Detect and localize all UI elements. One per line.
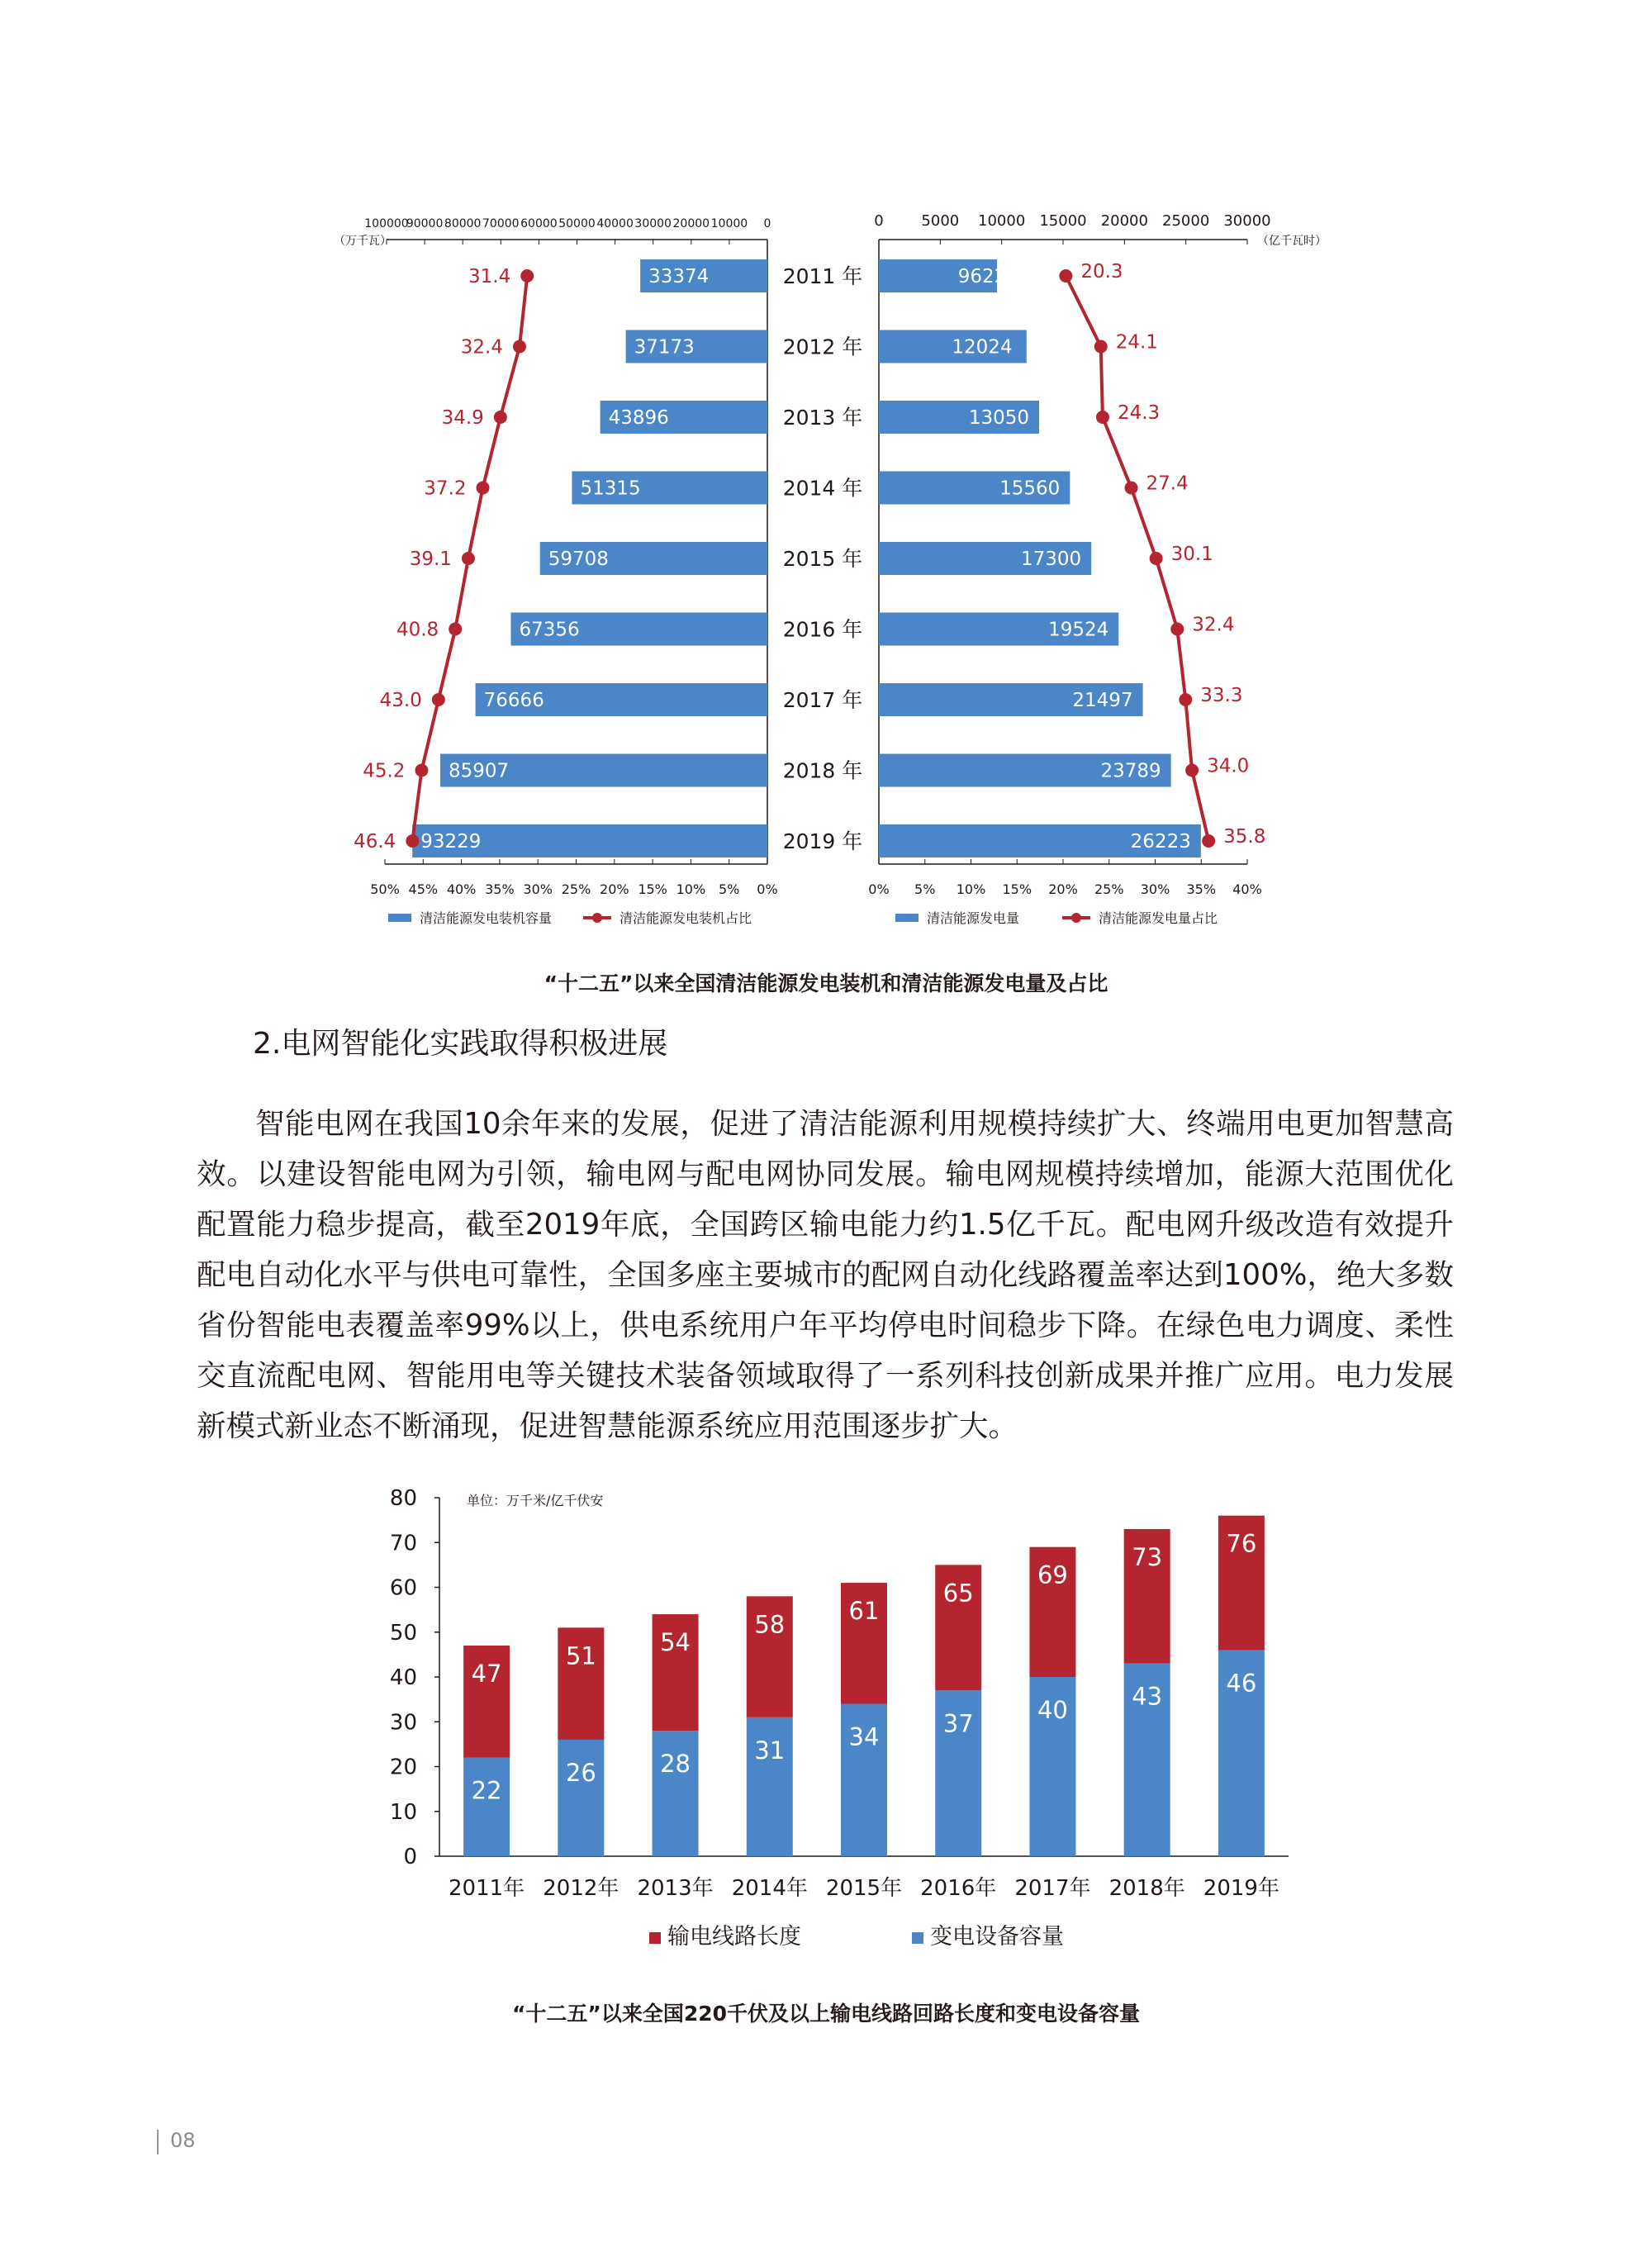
substation-capacity-label: 46 — [1226, 1669, 1257, 1698]
clean-energy-dual-chart — [0, 0, 1652, 950]
line-length-label: 73 — [1132, 1542, 1163, 1571]
unit-label: 单位：万千米/亿千伏安 — [467, 1493, 604, 1508]
right-top-tick-label: 5000 — [921, 212, 960, 230]
generation-share-point — [1202, 834, 1215, 848]
y-tick-label: 10 — [389, 1799, 417, 1825]
x-tick-label: 2017年 — [1014, 1876, 1091, 1901]
x-tick-label: 2011年 — [449, 1876, 525, 1901]
generation-share-point — [1059, 269, 1072, 283]
generation-share-label: 20.3 — [1080, 261, 1123, 283]
right-bottom-tick-label: 35% — [1186, 881, 1217, 897]
chart2-caption: “十二五”以来全国220千伏及以上输电线路回路长度和变电设备容量 — [511, 2002, 1141, 2026]
substation-capacity-label: 37 — [942, 1709, 974, 1738]
x-tick-label: 2012年 — [543, 1876, 620, 1901]
capacity-share-point — [462, 552, 475, 565]
generation-bar-label: 23789 — [1100, 760, 1161, 782]
line-length-label: 47 — [471, 1660, 502, 1689]
substation-capacity-bar — [558, 1740, 604, 1856]
generation-bar-label: 21497 — [1072, 690, 1133, 711]
generation-share-point — [1096, 411, 1109, 424]
capacity-share-label: 39.1 — [409, 549, 452, 570]
substation-capacity-label: 43 — [1132, 1682, 1163, 1711]
line-length-label: 51 — [565, 1641, 596, 1670]
line-length-label: 69 — [1037, 1560, 1068, 1589]
y-tick-label: 70 — [389, 1531, 417, 1556]
year-label: 2017 年 — [782, 688, 863, 712]
left-bottom-tick-label: 15% — [638, 881, 667, 897]
y-tick-label: 40 — [389, 1665, 417, 1690]
x-tick-label: 2013年 — [637, 1876, 714, 1901]
right-bottom-tick-label: 5% — [914, 881, 936, 897]
footer-divider — [157, 2130, 159, 2154]
generation-share-label: 24.3 — [1117, 402, 1161, 424]
substation-capacity-label: 34 — [848, 1722, 880, 1751]
capacity-share-label: 46.4 — [354, 831, 396, 853]
capacity-bar-label: 43896 — [608, 407, 669, 429]
legend-capacity-share-marker — [592, 913, 602, 923]
year-label: 2013 年 — [782, 406, 863, 430]
capacity-bar-label: 85907 — [448, 760, 510, 782]
left-top-tick-label: 90000 — [406, 217, 444, 230]
capacity-share-point — [477, 482, 490, 495]
line-length-label: 58 — [754, 1610, 786, 1639]
year-label: 2016 年 — [782, 617, 863, 642]
capacity-share-point — [494, 411, 507, 424]
generation-share-label: 35.8 — [1223, 826, 1266, 848]
left-top-tick-label: 0 — [763, 217, 771, 230]
generation-bar-label: 26223 — [1130, 831, 1191, 853]
generation-share-point — [1179, 693, 1192, 706]
left-unit-label: （万千瓦） — [334, 235, 392, 248]
x-tick-label: 2018年 — [1108, 1876, 1185, 1901]
capacity-share-point — [432, 693, 445, 706]
capacity-share-label: 43.0 — [379, 690, 422, 711]
right-top-tick-label: 25000 — [1162, 212, 1210, 230]
line-length-label: 65 — [942, 1579, 974, 1608]
x-tick-label: 2019年 — [1203, 1876, 1279, 1901]
right-top-tick-label: 0 — [874, 212, 884, 230]
right-bottom-tick-label: 15% — [1002, 881, 1032, 897]
generation-bar-label: 19524 — [1048, 619, 1109, 641]
right-bottom-tick-label: 20% — [1048, 881, 1078, 897]
capacity-share-point — [415, 764, 428, 777]
generation-share-point — [1150, 552, 1163, 565]
capacity-bar-label: 37173 — [634, 336, 695, 359]
line-length-label: 54 — [660, 1628, 691, 1657]
right-bottom-tick-label: 40% — [1232, 881, 1262, 897]
generation-share-label: 34.0 — [1207, 755, 1250, 777]
right-top-tick-label: 10000 — [978, 212, 1026, 230]
line-length-label: 61 — [848, 1597, 880, 1626]
capacity-bar-label: 76666 — [483, 690, 544, 711]
legend-generation-share-label: 清洁能源发电量占比 — [1099, 910, 1218, 926]
left-bottom-tick-label: 45% — [408, 881, 439, 897]
left-top-tick-label: 80000 — [444, 217, 482, 230]
generation-bar-label: 12024 — [952, 336, 1013, 359]
left-bottom-tick-label: 10% — [676, 881, 706, 897]
left-bottom-tick-label: 35% — [485, 881, 515, 897]
generation-share-label: 33.3 — [1200, 685, 1243, 706]
capacity-bar-label: 51315 — [580, 477, 641, 500]
left-top-tick-label: 40000 — [596, 217, 634, 230]
y-tick-label: 80 — [389, 1486, 417, 1511]
y-tick-label: 50 — [389, 1620, 417, 1646]
transmission-stacked-chart — [0, 1470, 1652, 1983]
left-bottom-tick-label: 0% — [757, 881, 778, 897]
left-bottom-tick-label: 25% — [561, 881, 591, 897]
y-tick-label: 30 — [389, 1710, 417, 1736]
generation-bar-label: 13050 — [968, 407, 1030, 429]
right-top-tick-label: 30000 — [1223, 212, 1271, 230]
generation-panel — [868, 212, 1327, 926]
capacity-share-point — [520, 269, 534, 283]
generation-share-label: 27.4 — [1146, 473, 1189, 495]
capacity-share-label: 31.4 — [468, 266, 511, 287]
left-top-tick-label: 60000 — [520, 217, 558, 230]
generation-share-label: 24.1 — [1115, 331, 1158, 354]
left-bottom-tick-label: 5% — [719, 881, 740, 897]
year-label: 2014 年 — [782, 476, 863, 501]
year-label: 2012 年 — [782, 335, 863, 359]
generation-share-point — [1170, 623, 1184, 636]
substation-capacity-label: 22 — [471, 1776, 502, 1805]
year-label: 2011 年 — [782, 264, 863, 288]
page-number: 08 — [170, 2129, 196, 2152]
capacity-bar-label: 93229 — [420, 831, 482, 853]
left-bottom-tick-label: 30% — [523, 881, 553, 897]
generation-share-point — [1125, 482, 1138, 495]
right-unit-label: （亿千瓦时） — [1257, 235, 1327, 248]
year-label: 2019 年 — [782, 829, 863, 853]
legend-substation-swatch — [912, 1932, 923, 1944]
year-label: 2018 年 — [782, 758, 863, 783]
body-paragraph: 智能电网在我国10余年来的发展，促进了清洁能源利用规模持续扩大、终端用电更加智慧高效。以建设智能电网为引领，输电网与配电网协同发展。输电网规模持续增加，能源大范围优化配置能力稳步提高，截至2019年底，全国跨区输电能力约1.5亿千瓦。配电网升级改造有效提升配电自动化水平与供电可靠性，全国多座主要城市的配网自动化线路覆盖率达到100%，绝大多数省份智能电表覆盖率99%以上，供电系统用户年平均停电时间稳步下降。在绿色电力调度、柔性交直流配电网、智能用电等关键技术装备领域取得了一系列科技创新成果并推广应用。电力发展新模式新业态不断涌现，促进智慧能源系统应用范围逐步扩大。 — [197, 1107, 1454, 1443]
left-top-tick-label: 10000 — [710, 217, 748, 230]
right-bottom-tick-label: 30% — [1140, 881, 1170, 897]
capacity-share-label: 32.4 — [460, 336, 503, 359]
substation-capacity-bar — [463, 1758, 510, 1856]
substation-capacity-label: 31 — [754, 1736, 786, 1765]
right-bottom-tick-label: 10% — [956, 881, 986, 897]
legend-substation-label: 变电设备容量 — [930, 1924, 1064, 1950]
left-top-tick-label: 30000 — [634, 217, 672, 230]
generation-share-point — [1185, 764, 1199, 777]
legend-capacity-swatch — [388, 914, 411, 922]
left-bottom-tick-label: 50% — [370, 881, 400, 897]
right-bottom-tick-label: 0% — [868, 881, 890, 897]
legend-capacity-label: 清洁能源发电装机容量 — [420, 910, 553, 926]
line-length-label: 76 — [1226, 1529, 1257, 1558]
right-bottom-tick-label: 25% — [1094, 881, 1124, 897]
capacity-bar-label: 67356 — [519, 619, 580, 641]
substation-capacity-label: 28 — [660, 1750, 691, 1779]
y-tick-label: 20 — [389, 1755, 417, 1780]
year-label: 2015 年 — [782, 547, 863, 571]
legend-generation-swatch — [895, 914, 919, 922]
generation-bar-label: 15560 — [999, 477, 1061, 500]
capacity-panel — [334, 217, 862, 926]
right-top-tick-label: 20000 — [1100, 212, 1148, 230]
legend-line-length-label: 输电线路长度 — [667, 1924, 801, 1950]
capacity-share-point — [449, 623, 462, 636]
capacity-share-point — [406, 834, 419, 848]
left-top-tick-label: 50000 — [558, 217, 596, 230]
left-top-tick-label: 70000 — [482, 217, 520, 230]
y-tick-label: 60 — [389, 1575, 417, 1601]
legend-capacity-share-label: 清洁能源发电装机占比 — [620, 910, 752, 926]
left-bottom-tick-label: 20% — [600, 881, 629, 897]
x-tick-label: 2015年 — [825, 1876, 903, 1901]
y-tick-label: 0 — [403, 1845, 417, 1869]
substation-capacity-label: 26 — [565, 1758, 596, 1787]
chart1-caption: “十二五”以来全国清洁能源发电装机和清洁能源发电量及占比 — [544, 971, 1108, 995]
generation-share-label: 30.1 — [1170, 544, 1213, 565]
capacity-share-point — [513, 340, 526, 354]
generation-bar-label: 9622 — [957, 266, 1007, 287]
legend-generation-label: 清洁能源发电量 — [927, 910, 1020, 926]
capacity-share-label: 34.9 — [441, 407, 484, 429]
legend-line-length-swatch — [649, 1932, 661, 1944]
body-paragraph-block — [197, 1099, 1454, 1451]
section-title: 2.电网智能化实践取得积极进展 — [253, 1027, 668, 1061]
x-tick-label: 2016年 — [920, 1876, 997, 1901]
generation-bar-label: 17300 — [1021, 549, 1082, 570]
left-top-tick-label: 100000 — [364, 217, 409, 230]
legend-generation-share-marker — [1071, 913, 1081, 923]
capacity-bar-label: 59708 — [548, 549, 609, 570]
capacity-bar-label: 33374 — [648, 266, 710, 287]
capacity-share-label: 45.2 — [363, 760, 406, 782]
left-bottom-tick-label: 40% — [446, 881, 477, 897]
x-tick-label: 2014年 — [731, 1876, 808, 1901]
capacity-share-label: 40.8 — [396, 619, 439, 641]
substation-capacity-label: 40 — [1037, 1696, 1068, 1724]
capacity-share-label: 37.2 — [424, 477, 467, 500]
generation-share-label: 32.4 — [1192, 614, 1235, 636]
right-top-tick-label: 15000 — [1039, 212, 1087, 230]
generation-share-point — [1094, 340, 1108, 354]
left-top-tick-label: 20000 — [672, 217, 710, 230]
